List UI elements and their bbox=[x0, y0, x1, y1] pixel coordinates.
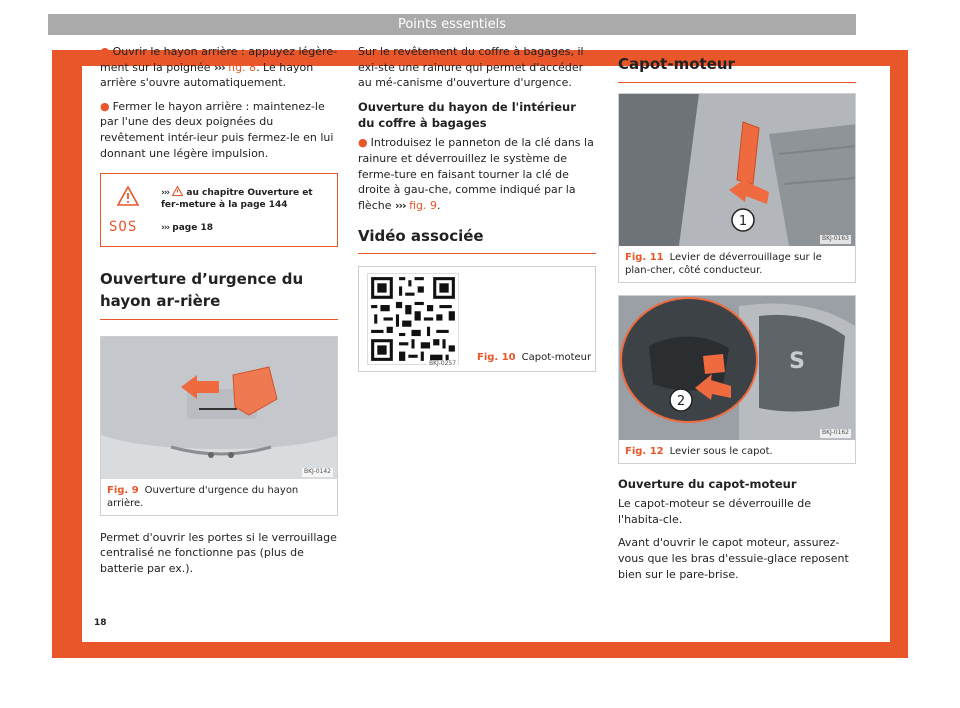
qr-code-icon[interactable] bbox=[367, 273, 459, 365]
sos-icon: SOS bbox=[109, 219, 138, 236]
figure-code: BKJ-0163 bbox=[821, 235, 849, 243]
bullet-insert-key: ● Introduisez le panneton de la clé dans la rainure et déverrouillez le système de ferme-ture en faisant tourner la clé de droite à gau-che, comme indiqué par la flèche ››› fig. 9. bbox=[358, 136, 594, 212]
warning-triangle-icon bbox=[117, 186, 139, 206]
callout-2: 2 bbox=[676, 393, 686, 409]
paragraph-hood-unlock: Le capot-moteur se déverrouille de l'habita-cle. bbox=[618, 497, 812, 526]
section-title-emergency: Ouverture d’urgence du hayon ar-rière bbox=[100, 269, 338, 320]
bullet-close-tailgate: ● Fermer le hayon arrière : maintenez-le par l'une des deux poignées du revêtement intér-ieur puis fermez-le en lui donnant une légère impulsion. bbox=[100, 99, 334, 160]
section-title-video: Vidéo associée bbox=[358, 226, 596, 255]
warning-ref-page[interactable]: ››› page 18 bbox=[161, 223, 213, 234]
hood-lever-illustration bbox=[619, 296, 855, 440]
ref-arrow-icon: ››› bbox=[394, 198, 406, 212]
bullet-open-tailgate: ● Ouvrir le hayon arrière : appuyez légère-ment sur la poignée ››› fig. 8. Le hayon arrière s'ouvre automatiquement. bbox=[100, 45, 338, 90]
warning-ref-chapter[interactable]: ››› au chapitre Ouverture et fer-meture à la page 144 bbox=[161, 188, 313, 210]
figure-9 bbox=[100, 336, 338, 516]
column-right bbox=[618, 44, 856, 590]
ref-arrow-icon: ››› bbox=[161, 188, 170, 199]
subheading-open-from-inside: Ouverture du hayon de l'intérieur du coffre à bagages bbox=[358, 99, 576, 131]
paragraph-central-locking: Permet d'ouvrir les portes si le verrouillage centralisé ne fonctionne pas (plus de batterie par ex.). bbox=[100, 530, 337, 575]
figure-code: BKJ-0257 bbox=[429, 359, 457, 367]
figure-11 bbox=[618, 93, 856, 283]
svg-text:S: S bbox=[789, 348, 805, 374]
figure-code: BKJ-0162 bbox=[821, 429, 849, 437]
ref-arrow-icon: ››› bbox=[214, 60, 225, 74]
fig-ref-link[interactable]: fig. 8 bbox=[228, 60, 257, 74]
figure-12-caption: Fig. 12 Levier sous le capot. bbox=[625, 445, 773, 457]
warning-small-icon bbox=[172, 186, 183, 196]
paragraph-groove: Sur le revêtement du coffre à bagages, il exi-ste une rainure qui permet d'accéder au mé-canisme d'ouverture d'urgence. bbox=[358, 45, 584, 90]
figure-10 bbox=[358, 266, 596, 372]
tailgate-illustration bbox=[101, 337, 337, 479]
column-left bbox=[100, 44, 338, 585]
fig-ref-link[interactable]: fig. 9 bbox=[409, 198, 437, 212]
column-middle bbox=[358, 44, 596, 372]
figure-11-caption: Fig. 11 Levier de déverrouillage sur le plan-cher, côté conducteur. bbox=[625, 251, 822, 276]
warning-box bbox=[100, 173, 338, 247]
bullet-icon: ● bbox=[100, 99, 110, 113]
page-number: 18 bbox=[94, 618, 107, 628]
figure-10-caption: Fig. 10 Capot-moteur bbox=[477, 352, 592, 364]
page-header-banner bbox=[48, 14, 856, 35]
paragraph-wipers: Avant d'ouvrir le capot moteur, assurez-vous que les bras d'essuie-glace reposent bien sur le pare-brise. bbox=[618, 536, 849, 581]
bullet-icon: ● bbox=[100, 45, 110, 58]
figure-11-image bbox=[619, 94, 855, 246]
ref-arrow-icon: ››› bbox=[161, 223, 170, 234]
header-title: Points essentiels bbox=[397, 17, 507, 32]
subheading-open-hood: Ouverture du capot-moteur bbox=[618, 476, 797, 491]
figure-12 bbox=[618, 295, 856, 464]
callout-1: 1 bbox=[738, 213, 748, 229]
section-title-hood: Capot-moteur bbox=[618, 54, 856, 83]
bullet-icon: ● bbox=[358, 136, 368, 150]
figure-12-image bbox=[619, 296, 855, 440]
floor-lever-illustration bbox=[619, 94, 855, 246]
figure-code: BKJ-0142 bbox=[303, 468, 331, 476]
figure-9-image bbox=[101, 337, 337, 479]
figure-9-caption: Fig. 9 Ouverture d'urgence du hayon arrière. bbox=[107, 484, 299, 509]
